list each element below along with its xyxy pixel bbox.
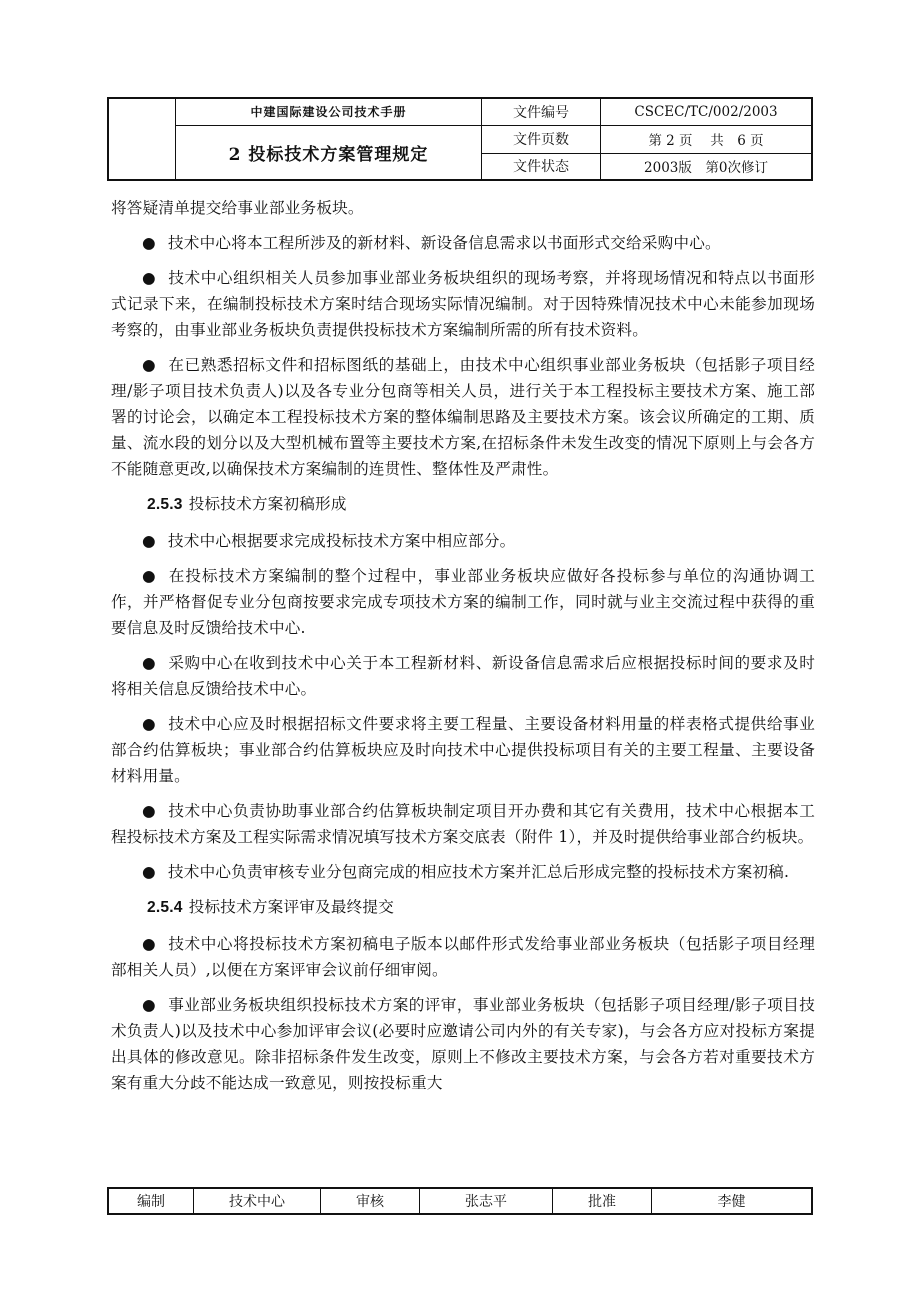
file-status-value: 2003版 第0次修订 [601,153,813,180]
approved-by-value: 李健 [652,1188,813,1214]
bullet-item: ● 技术中心负责协助事业部合约估算板块制定项目开办费和其它有关费用，技术中心根据本工程投标技术方案及工程实际需求情况填写技术方案交底表（附件 1），并及时提供给事业部合约板块。 [111,798,815,850]
paragraph: 将答疑清单提交给事业部业务板块。 [111,199,364,217]
section-title: 投标技术方案评审及最终提交 [188,898,395,916]
bullet-icon: ● [142,715,156,733]
bullet-icon: ● [142,802,156,820]
section-number: 2.5.4 [147,899,183,916]
prepared-by-label: 编制 [108,1188,194,1214]
bullet-icon: ● [142,356,156,374]
reviewed-by-value: 张志平 [420,1188,553,1214]
bullet-icon: ● [142,532,156,550]
section-heading [111,491,815,518]
bullet-icon: ● [142,269,156,287]
bullet-item: ● 在投标技术方案编制的整个过程中，事业部业务板块应做好各投标参与单位的沟通协调工作，并严格督促专业分包商按要求完成专项技术方案的编制工作，同时就与业主交流过程中获得的重要信息及时反馈给技术中心. [111,563,815,641]
bullet-item: ● 技术中心负责审核专业分包商完成的相应技术方案并汇总后形成完整的投标技术方案初稿. [111,859,815,885]
prepared-by-value: 技术中心 [194,1188,321,1214]
bullet-icon: ● [142,654,156,672]
section-title: 投标技术方案初稿形成 [188,495,347,513]
bullet-item: ● 技术中心组织相关人员参加事业部业务板块组织的现场考察，并将现场情况和特点以书面形式记录下来，在编制投标技术方案时结合现场实际情况编制。对于因特殊情况技术中心未能参加现场考察的，由事业部业务板块负责提供投标技术方案编制所需的所有技术资料。 [111,265,815,343]
bullet-icon: ● [142,863,156,881]
approval-footer-table [107,1187,813,1215]
page-count-label: 文件页数 [482,125,601,153]
bullet-item: ● 技术中心将本工程所涉及的新材料、新设备信息需求以书面形式交给采购中心。 [111,230,815,256]
bullet-icon: ● [142,234,156,252]
section-heading [111,894,815,921]
file-number-value: CSCEC/TC/002/2003 [601,98,813,125]
bullet-item: ● 在已熟悉招标文件和招标图纸的基础上，由技术中心组织事业部业务板块（包括影子项目经理/影子项目技术负责人)以及各专业分包商等相关人员，进行关于本工程投标主要技术方案、施工部署的讨论会，以确定本工程投标技术方案的整体编制思路及主要技术方案。该会议所确定的工期、质量、流水段的划分以及大型机械布置等主要技术方案,在招标条件未发生改变的情况下原则上与会各方不能随意更改,以确保技术方案编制的连贯性、整体性及严肃性。 [111,352,815,482]
manual-title: 中建国际建设公司技术手册 [176,98,482,125]
document-header-table [107,97,813,181]
section-number: 2.5.3 [147,496,183,513]
page-count-value: 第 2 页 共 6 页 [601,125,813,153]
approved-by-label: 批准 [553,1188,652,1214]
bullet-item: ● 事业部业务板块组织投标技术方案的评审，事业部业务板块（包括影子项目经理/影子项目技术负责人)以及技术中心参加评审会议(必要时应邀请公司内外的有关专家)，与会各方应对投标方案提出具体的修改意见。除非招标条件发生改变，原则上不修改主要技术方案，与会各方若对重要技术方案有重大分歧不能达成一致意见，则按投标重大 [111,992,815,1096]
reviewed-by-label: 审核 [321,1188,420,1214]
bullet-item: ● 技术中心根据要求完成投标技术方案中相应部分。 [111,528,815,554]
bullet-icon: ● [142,996,156,1014]
bullet-icon: ● [142,567,156,585]
bullet-item: ● 技术中心将投标技术方案初稿电子版本以邮件形式发给事业部业务板块（包括影子项目经理部相关人员）,以便在方案评审会议前仔细审阅。 [111,931,815,983]
bullet-item: ● 采购中心在收到技术中心关于本工程新材料、新设备信息需求后应根据投标时间的要求及时将相关信息反馈给技术中心。 [111,650,815,702]
document-body [111,195,815,1105]
bullet-icon: ● [142,935,156,953]
document-title: 2 投标技术方案管理规定 [176,125,482,180]
file-number-label: 文件编号 [482,98,601,125]
bullet-item: ● 技术中心应及时根据招标文件要求将主要工程量、主要设备材料用量的样表格式提供给事业部合约估算板块；事业部合约估算板块应及时向技术中心提供投标项目有关的主要工程量、主要设备材料用量。 [111,711,815,789]
file-status-label: 文件状态 [482,153,601,180]
logo-cell [108,98,176,180]
